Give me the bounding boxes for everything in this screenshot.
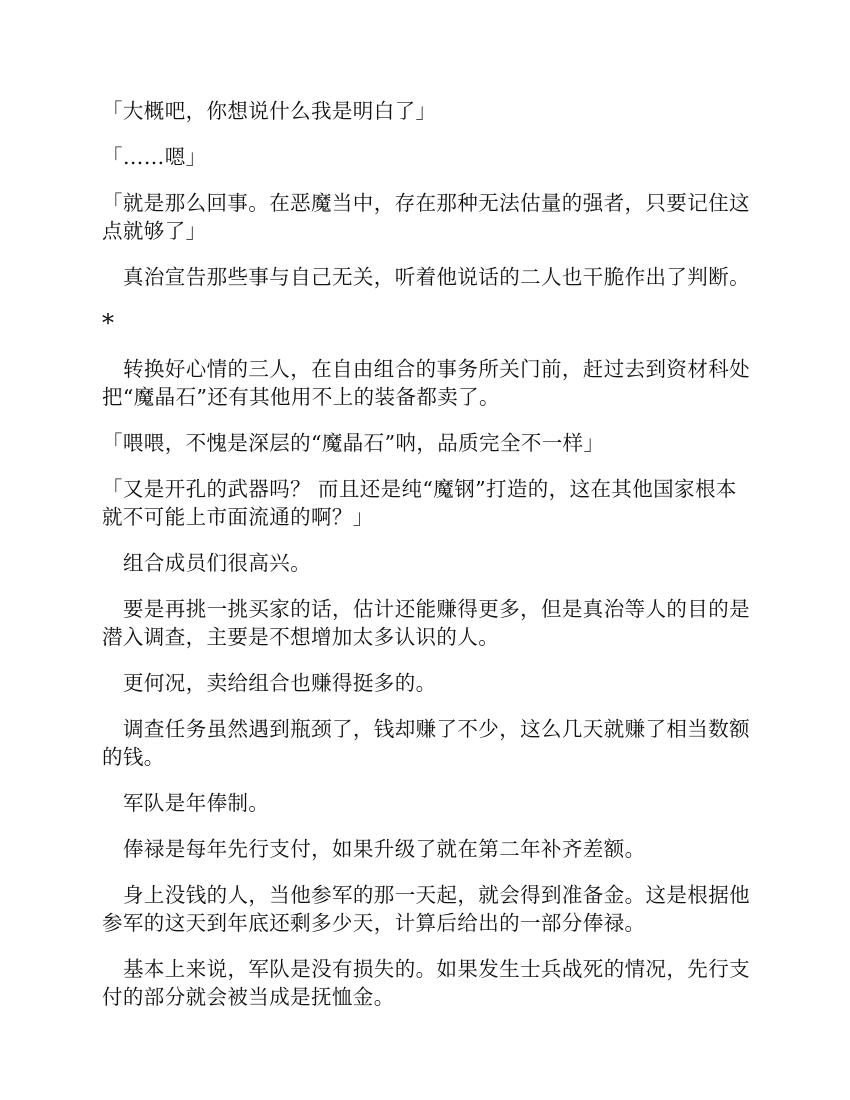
dialogue-paragraph: 「就是那么回事。在恶魔当中，存在那种无法估量的强者，只要记住这点就够了」 (102, 191, 750, 243)
narration-paragraph: 组合成员们很高兴。 (123, 551, 312, 575)
dialogue-paragraph: 「大概吧，你想说什么我是明白了」 (102, 99, 437, 123)
narration-paragraph: 调查任务虽然遇到瓶颈了，钱却赚了不少，这么几天就赚了相当数额的钱。 (102, 717, 750, 769)
dialogue-paragraph: 「喂喂，不愧是深层的“魔晶石”呐，品质完全不一样」 (102, 431, 605, 455)
dialogue-paragraph: 「……嗯」 (102, 145, 207, 169)
narration-paragraph: 俸禄是每年先行支付，如果升级了就在第二年补齐差额。 (123, 837, 646, 861)
narration-paragraph: 更何况，卖给组合也赚得挺多的。 (123, 671, 437, 695)
narration-paragraph: 真治宣告那些事与自己无关，听着他说话的二人也干脆作出了判断。 (123, 265, 750, 289)
narration-paragraph: 基本上来说，军队是没有损失的。如果发生士兵战死的情况，先行支付的部分就会被当成是抚恤金。 (102, 957, 750, 1009)
narration-paragraph: 转换好心情的三人，在自由组合的事务所关门前，赶过去到资材科处把“魔晶石”还有其他用不上的装备都卖了。 (102, 357, 750, 409)
narration-paragraph: 要是再挑一挑买家的话，估计还能赚得更多，但是真治等人的目的是潜入调查，主要是不想增加太多认识的人。 (102, 597, 750, 649)
narration-paragraph: 军队是年俸制。 (123, 791, 270, 815)
section-separator: * (102, 309, 115, 337)
document-page (102, 97, 752, 1029)
dialogue-paragraph: 「又是开孔的武器吗？ 而且还是纯“魔钢”打造的，这在其他国家根本就不可能上市面流通的啊？」 (102, 477, 737, 529)
narration-paragraph: 身上没钱的人，当他参军的那一天起，就会得到准备金。这是根据他参军的这天到年底还剩多少天，计算后给出的一部分俸禄。 (102, 883, 750, 935)
